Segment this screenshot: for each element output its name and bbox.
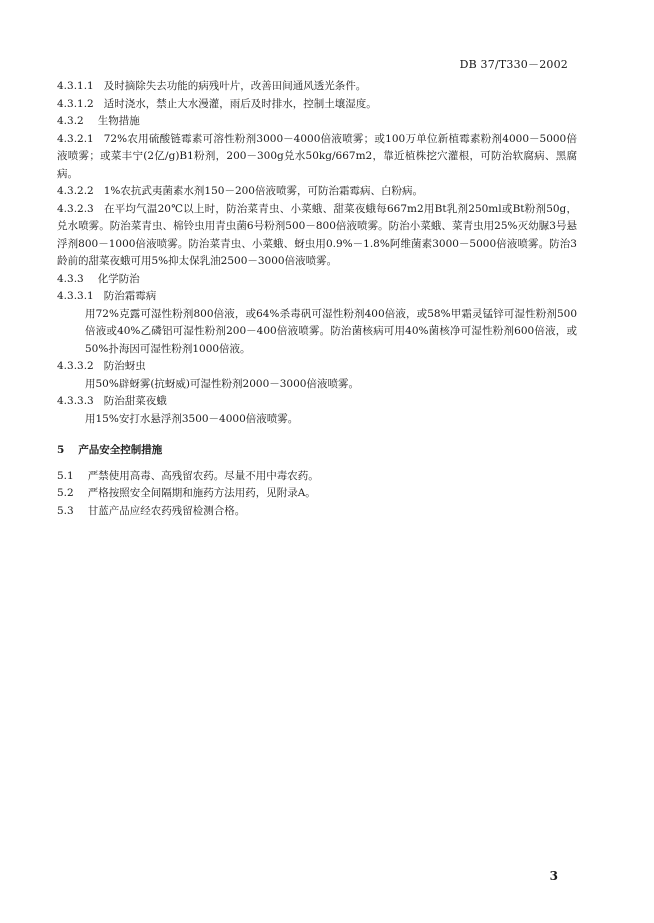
section-number: 5	[57, 444, 65, 456]
clause-4-3-3-1-heading	[57, 288, 577, 306]
clause-heading: 化学防治	[97, 272, 140, 285]
clause-5-2	[57, 485, 577, 503]
section-title: 产品安全控制措施	[78, 444, 163, 456]
clause-4-3-3-2-heading	[57, 358, 577, 376]
clause-number: 5.1	[57, 469, 74, 482]
clause-4-3-1-1	[57, 78, 577, 96]
clause-number: 4.3.2.3	[57, 202, 94, 215]
document-body	[57, 78, 577, 520]
clause-4-3-1-2	[57, 96, 577, 114]
clause-number: 4.3.3.2	[57, 360, 94, 372]
clause-4-3-2-1	[57, 131, 577, 184]
clause-4-3-3-1-text: 用72%克露可湿性粉剂800倍液，或64%杀毒矾可湿性粉剂400倍液，或58%甲霜灵锰锌可湿性粉剂500倍液或40%乙磷铝可湿性粉剂200－400倍液喷雾。防治菌核病可用40%菌核净可湿性粉剂600倍液，或50%扑海因可湿性粉剂1000倍液。	[85, 307, 577, 355]
clause-heading: 生物措施	[97, 115, 140, 127]
clause-number: 4.3.2.2	[57, 185, 94, 197]
clause-number: 4.3.2.1	[57, 132, 94, 145]
clause-4-3-3-2-text: 用50%辟蚜雾(抗蚜威)可湿性粉剂2000－3000倍液喷雾。	[85, 377, 359, 390]
clause-number: 5.3	[57, 504, 74, 517]
clause-number: 4.3.1.2	[57, 97, 94, 110]
clause-number: 5.2	[57, 487, 74, 499]
clause-number: 4.3.3.1	[57, 290, 94, 302]
clause-4-3-3-3-text: 用15%安打水悬浮剂3500－4000倍液喷雾。	[85, 412, 299, 425]
clause-4-3-3-3-heading	[57, 393, 577, 411]
clause-text: 在平均气温20℃以上时，防治菜青虫、小菜蛾、甜菜夜蛾每667m2用Bt乳剂250ml或Bt粉剂50g，兑水喷雾。防治菜青虫、棉铃虫用青虫菌6号粉剂500－800倍液喷雾。防治小菜蛾、菜青虫用25%灭幼脲3号悬浮剂800－1000倍液喷雾。防治菜青虫、小菜蛾、蚜虫用0.9%－1.8%阿维菌素3000－5000倍液喷雾。防治3龄前的甜菜夜蛾可用5%抑太保乳油2500－3000倍液喷雾。	[57, 202, 577, 267]
clause-5-1	[57, 468, 577, 486]
clause-heading: 防治霜霉病	[103, 290, 157, 302]
clause-text: 甘蓝产品应经农药残留检测合格。	[87, 504, 246, 517]
section-5-heading	[57, 442, 577, 460]
clause-text: 72%农用硫酸链霉素可溶性粉剂3000－4000倍液喷雾；或100万单位新植霉素粉剂4000－5000倍液喷雾；或菜丰宁(2亿/g)B1粉剂，200－300g兑水50kg/667m2，靠近植株挖穴灌根，可防治软腐病、黑腐病。	[57, 132, 577, 180]
clause-number: 4.3.3.3	[57, 395, 94, 407]
clause-text: 适时浇水，禁止大水漫灌，雨后及时排水，控制土壤湿度。	[103, 97, 377, 110]
clause-text: 1%农抗武夷菌素水剂150－200倍液喷雾，可防治霜霉病、白粉病。	[103, 185, 423, 197]
clause-5-3	[57, 503, 577, 521]
page-number: 3	[549, 869, 558, 883]
clause-number: 4.3.1.1	[57, 80, 94, 92]
clause-4-3-3-heading	[57, 271, 577, 289]
clause-text: 严格按照安全间隔期和施药方法用药，见附录A。	[87, 487, 316, 499]
clause-heading: 防治蚜虫	[103, 360, 146, 372]
clause-number: 4.3.3	[57, 272, 84, 285]
clause-text: 及时摘除失去功能的病残叶片，改善田间通风透光条件。	[103, 80, 367, 92]
clause-heading: 防治甜菜夜蛾	[103, 395, 167, 407]
standard-code: DB 37/T330－2002	[459, 58, 568, 71]
clause-4-3-2-heading	[57, 113, 577, 131]
clause-number: 4.3.2	[57, 115, 84, 127]
clause-text: 严禁使用高毒、高残留农药。尽量不用中毒农药。	[87, 469, 319, 482]
clause-4-3-2-3	[57, 201, 577, 271]
clause-4-3-2-2	[57, 183, 577, 201]
